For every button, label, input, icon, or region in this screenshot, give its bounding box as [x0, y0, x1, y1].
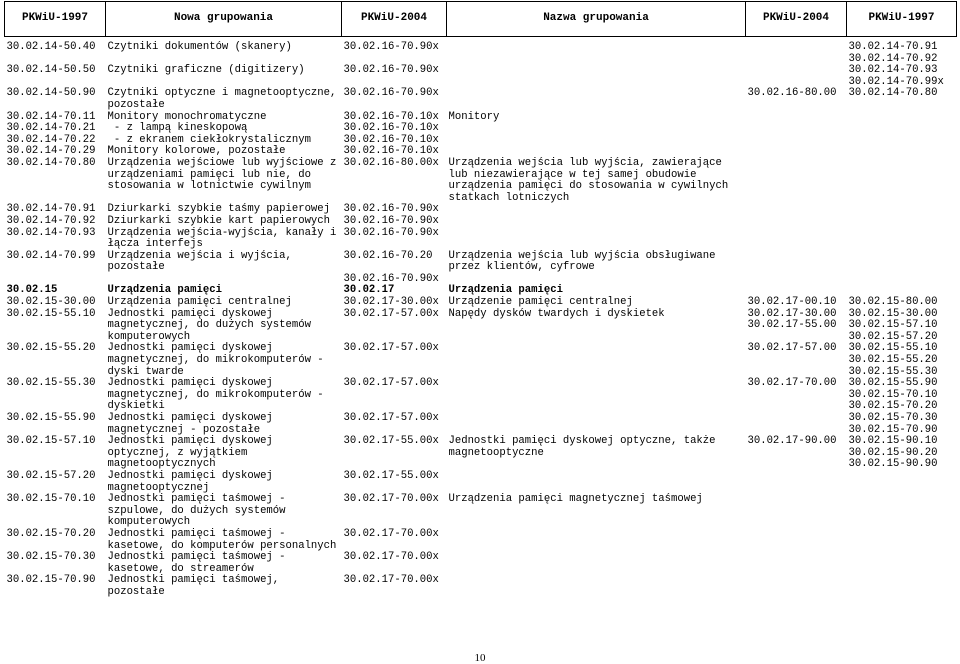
- table-row: [5, 378, 957, 413]
- pkwiu-2004-code-cell: 30.02.17-55.00x: [343, 469, 439, 482]
- pkwiu-1997-code-cell: 30.02.14-70.80: [6, 156, 96, 169]
- grouping-name-cell: [447, 88, 746, 111]
- page-number: 10: [474, 652, 486, 664]
- pkwiu-2004-ref-cell: 30.02.17-30.00 30.02.17-55.00: [747, 307, 837, 332]
- table-row: [5, 216, 957, 228]
- pkwiu-1997-code-cell: 30.02.14-50.40: [6, 41, 96, 53]
- table-row: [5, 123, 957, 135]
- grouping-name-cell: Monitory: [448, 110, 500, 123]
- pkwiu-1997-code-cell: 30.02.15-55.20: [6, 342, 96, 355]
- pkwiu-2004-code-cell: 30.02.16-70.90x: [343, 214, 439, 227]
- pkwiu-1997-code-cell: 30.02.14-70.92: [6, 214, 96, 227]
- pkwiu-2004-ref-cell: [746, 494, 847, 529]
- pkwiu-1997-code-cell: 30.02.14-50.50: [6, 64, 96, 77]
- pkwiu-1997-ref-cell: [847, 204, 957, 216]
- pkwiu-2004-code-cell: 30.02.17-57.00x: [343, 307, 439, 320]
- pkwiu-1997-ref-cell: [847, 123, 957, 135]
- pkwiu-2004-code-cell: 30.02.17-70.00x: [343, 493, 439, 506]
- pkwiu-2004-code-cell: 30.02.16-70.90x: [343, 87, 439, 100]
- pkwiu-1997-code-cell: 30.02.14-70.21: [6, 122, 96, 135]
- pkwiu-1997-ref-cell: [847, 575, 957, 598]
- table-row: [5, 552, 957, 575]
- pkwiu-1997-code-cell: 30.02.15-70.30: [6, 551, 96, 564]
- pkwiu-2004-ref-cell: [746, 216, 847, 228]
- pkwiu-1997-code-cell: 30.02.14-70.11: [6, 110, 96, 123]
- new-grouping-name-cell: Urządzenia wejścia-wyjścia, kanały i łącza interfejs: [107, 226, 343, 251]
- table-row: [5, 297, 957, 309]
- pkwiu-2004-ref-cell: [746, 42, 847, 65]
- classification-table: [4, 1, 957, 599]
- pkwiu-1997-code-cell: 30.02.15-70.10: [6, 493, 96, 506]
- document-page: [4, 1, 956, 599]
- grouping-name-cell: [447, 42, 746, 65]
- pkwiu-2004-code-cell: 30.02.16-70.90x: [343, 64, 439, 77]
- grouping-name-cell: [447, 378, 746, 413]
- table-row: [5, 413, 957, 436]
- pkwiu-2004-ref-cell: [746, 413, 847, 436]
- pkwiu-2004-code-cell: 30.02.16-70.10x: [343, 145, 439, 158]
- pkwiu-2004-ref-cell: 30.02.17-90.00: [747, 435, 837, 448]
- table-row: [5, 65, 957, 88]
- pkwiu-1997-code-cell: 30.02.15-55.10: [6, 307, 96, 320]
- new-grouping-name-cell: Dziurkarki szybkie kart papierowych: [107, 214, 331, 227]
- pkwiu-2004-code-cell: 30.02.17-57.00x: [343, 412, 439, 424]
- pkwiu-2004-code-cell: 30.02.16-70.20 30.02.16-70.90x: [343, 249, 439, 285]
- pkwiu-1997-code-cell: 30.02.15-30.00: [6, 296, 96, 309]
- header-pkwiu-1997-2: PKWiU-1997: [847, 2, 957, 37]
- table-row: [5, 309, 957, 344]
- pkwiu-2004-code-cell: 30.02.17-70.00x: [343, 574, 439, 587]
- pkwiu-2004-ref-cell: [746, 529, 847, 552]
- pkwiu-2004-ref-cell: [746, 158, 847, 204]
- grouping-name-cell: Urządzenia pamięci magnetycznej taśmowej: [448, 493, 703, 506]
- table-row: [5, 42, 957, 65]
- grouping-name-cell: [447, 529, 746, 552]
- pkwiu-1997-ref-cell: 30.02.15-55.10 30.02.15-55.20 30.02.15-55.30: [848, 342, 938, 378]
- pkwiu-1997-ref-cell: 30.02.15-30.00 30.02.15-57.10 30.02.15-57.20: [848, 307, 938, 343]
- pkwiu-2004-code-cell: 30.02.16-70.10x: [343, 122, 439, 135]
- pkwiu-1997-code-cell: 30.02.15-55.90: [6, 412, 96, 424]
- pkwiu-2004-ref-cell: [746, 552, 847, 575]
- pkwiu-2004-code-cell: 30.02.17-30.00x: [343, 296, 439, 309]
- grouping-name-cell: [447, 65, 746, 88]
- table-row: [5, 88, 957, 111]
- pkwiu-1997-ref-cell: 30.02.15-70.30 30.02.15-70.90: [848, 412, 938, 436]
- pkwiu-2004-code-cell: 30.02.16-70.90x: [343, 203, 439, 216]
- pkwiu-1997-code-cell: 30.02.15: [6, 284, 58, 297]
- grouping-name-cell: [447, 552, 746, 575]
- pkwiu-2004-code-cell: 30.02.17-70.00x: [343, 527, 439, 540]
- pkwiu-2004-code-cell: 30.02.17-57.00x: [343, 342, 439, 355]
- grouping-name-cell: [447, 413, 746, 436]
- pkwiu-2004-code-cell: 30.02.17: [343, 284, 395, 297]
- new-grouping-name-cell: Urządzenia wejścia i wyjścia, pozostałe: [107, 249, 299, 274]
- pkwiu-1997-code-cell: 30.02.14-70.91: [6, 203, 96, 216]
- pkwiu-1997-code-cell: 30.02.14-50.90: [6, 87, 96, 100]
- pkwiu-2004-ref-cell: [746, 65, 847, 88]
- grouping-name-cell: [447, 575, 746, 598]
- pkwiu-1997-ref-cell: [847, 471, 957, 494]
- pkwiu-1997-ref-cell: [847, 251, 957, 286]
- new-grouping-name-cell: Czytniki optyczne i magnetooptyczne, pozostałe: [107, 87, 343, 111]
- new-grouping-name-cell: Jednostki pamięci dyskowej magnetycznej, do mikrokomputerów - dyski twarde: [107, 342, 331, 378]
- grouping-name-cell: [447, 343, 746, 378]
- grouping-name-cell: Urządzenia pamięci: [448, 284, 563, 297]
- pkwiu-1997-ref-cell: 30.02.14-70.91 30.02.14-70.92: [848, 41, 938, 65]
- new-grouping-name-cell: Jednostki pamięci dyskowej optycznej, z wyjątkiem magnetooptycznych: [107, 435, 280, 471]
- new-grouping-name-cell: Monitory monochromatyczne: [107, 110, 267, 123]
- new-grouping-name-cell: Jednostki pamięci dyskowej magnetycznej, do dużych systemów komputerowych: [107, 307, 318, 343]
- pkwiu-1997-ref-cell: [847, 529, 957, 552]
- pkwiu-1997-code-cell: 30.02.15-57.20: [6, 469, 96, 482]
- pkwiu-1997-ref-cell: [847, 228, 957, 251]
- new-grouping-name-cell: Jednostki pamięci dyskowej magnetooptycznej: [107, 469, 280, 494]
- pkwiu-1997-code-cell: 30.02.15-70.20: [6, 527, 96, 540]
- new-grouping-name-cell: Urządzenia wejściowe lub wyjściowe z urządzeniami pamięci lub nie, do stosowania w lotnictwie cywilnym: [107, 156, 343, 193]
- table-row: [5, 251, 957, 286]
- pkwiu-2004-code-cell: 30.02.16-70.90x: [343, 41, 439, 53]
- pkwiu-1997-code-cell: 30.02.14-70.99: [6, 249, 96, 262]
- pkwiu-2004-ref-cell: [746, 204, 847, 216]
- new-grouping-name-cell: - z ekranem ciekłokrystalicznym: [107, 133, 311, 146]
- pkwiu-1997-ref-cell: [847, 494, 957, 529]
- new-grouping-name-cell: Czytniki graficzne (digitizery): [107, 64, 305, 77]
- header-new-grouping: Nowa grupowania: [106, 2, 342, 37]
- pkwiu-2004-ref-cell: 30.02.17-70.00: [747, 377, 837, 390]
- pkwiu-2004-code-cell: 30.02.16-70.10x: [343, 133, 439, 146]
- table-row: [5, 343, 957, 378]
- new-grouping-name-cell: Jednostki pamięci dyskowej magnetycznej, do mikrokomputerów - dyskietki: [107, 377, 331, 413]
- new-grouping-name-cell: Jednostki pamięci taśmowej - szpulowe, do dużych systemów komputerowych: [107, 493, 292, 529]
- header-row: [5, 2, 957, 37]
- pkwiu-1997-ref-cell: 30.02.15-55.90 30.02.15-70.10 30.02.15-70.20: [848, 377, 938, 413]
- table-row: [5, 228, 957, 251]
- pkwiu-1997-ref-cell: 30.02.15-90.10 30.02.15-90.20 30.02.15-90.90: [848, 435, 938, 471]
- pkwiu-1997-ref-cell: [847, 135, 957, 147]
- grouping-name-cell: [447, 123, 746, 135]
- new-grouping-name-cell: Dziurkarki szybkie taśmy papierowej: [107, 203, 331, 216]
- header-pkwiu-2004-2: PKWiU-2004: [746, 2, 847, 37]
- grouping-name-cell: [447, 135, 746, 147]
- pkwiu-2004-ref-cell: 30.02.16-80.00: [747, 87, 837, 100]
- table-row: [5, 494, 957, 529]
- pkwiu-1997-code-cell: 30.02.15-57.10: [6, 435, 96, 448]
- table-row: [5, 529, 957, 552]
- pkwiu-1997-code-cell: 30.02.15-55.30: [6, 377, 96, 390]
- grouping-name-cell: [447, 204, 746, 216]
- pkwiu-2004-code-cell: 30.02.17-55.00x: [343, 435, 439, 448]
- new-grouping-name-cell: Jednostki pamięci taśmowej - kasetowe, do streamerów: [107, 551, 292, 575]
- grouping-name-cell: Urządzenia wejścia lub wyjścia obsługiwane przez klientów, cyfrowe: [448, 249, 722, 274]
- table-body: [5, 37, 957, 599]
- grouping-name-cell: [447, 216, 746, 228]
- pkwiu-1997-ref-cell: [847, 146, 957, 158]
- new-grouping-name-cell: Jednostki pamięci dyskowej magnetycznej - pozostałe: [107, 412, 280, 436]
- pkwiu-1997-ref-cell: [847, 112, 957, 124]
- pkwiu-2004-ref-cell: [746, 112, 847, 124]
- header-grouping-name: Nazwa grupowania: [447, 2, 746, 37]
- pkwiu-2004-code-cell: 30.02.16-70.10x: [343, 110, 439, 123]
- grouping-name-cell: Urządzenie pamięci centralnej: [448, 296, 633, 309]
- table-row: [5, 436, 957, 471]
- pkwiu-1997-ref-cell: [847, 158, 957, 204]
- pkwiu-2004-ref-cell: [746, 251, 847, 286]
- pkwiu-2004-ref-cell: [746, 575, 847, 598]
- new-grouping-name-cell: - z lampą kineskopową: [107, 122, 248, 135]
- pkwiu-2004-ref-cell: [746, 471, 847, 494]
- pkwiu-1997-ref-cell: 30.02.15-80.00: [848, 296, 938, 309]
- table-row: [5, 471, 957, 494]
- grouping-name-cell: Napędy dysków twardych i dyskietek: [448, 307, 665, 320]
- pkwiu-2004-ref-cell: [746, 228, 847, 251]
- pkwiu-1997-code-cell: 30.02.15-70.90: [6, 574, 96, 587]
- pkwiu-2004-ref-cell: [746, 146, 847, 158]
- pkwiu-1997-code-cell: 30.02.14-70.29: [6, 145, 96, 158]
- pkwiu-2004-ref-cell: 30.02.17-57.00: [747, 342, 837, 355]
- pkwiu-2004-ref-cell: [746, 135, 847, 147]
- header-pkwiu-2004: PKWiU-2004: [342, 2, 447, 37]
- pkwiu-1997-ref-cell: [847, 216, 957, 228]
- pkwiu-1997-ref-cell: 30.02.14-70.93 30.02.14-70.99x: [848, 64, 944, 88]
- grouping-name-cell: Jednostki pamięci dyskowej optyczne, także magnetooptyczne: [448, 435, 722, 459]
- pkwiu-2004-code-cell: 30.02.17-70.00x: [343, 551, 439, 564]
- pkwiu-1997-code-cell: 30.02.14-70.22: [6, 133, 96, 146]
- grouping-name-cell: [447, 228, 746, 251]
- pkwiu-1997-ref-cell: [847, 552, 957, 575]
- pkwiu-1997-code-cell: 30.02.14-70.93: [6, 226, 96, 239]
- grouping-name-cell: [447, 471, 746, 494]
- table-row: [5, 158, 957, 204]
- pkwiu-2004-code-cell: 30.02.17-57.00x: [343, 377, 439, 390]
- pkwiu-2004-ref-cell: 30.02.17-00.10: [747, 296, 837, 309]
- new-grouping-name-cell: Czytniki dokumentów (skanery): [107, 41, 292, 53]
- new-grouping-name-cell: Urządzenia pamięci centralnej: [107, 296, 292, 309]
- new-grouping-name-cell: Urządzenia pamięci: [107, 284, 222, 297]
- header-pkwiu-1997: PKWiU-1997: [5, 2, 106, 37]
- pkwiu-2004-code-cell: 30.02.16-70.90x: [343, 226, 439, 239]
- pkwiu-2004-ref-cell: [746, 123, 847, 135]
- grouping-name-cell: Urządzenia wejścia lub wyjścia, zawierające lub niezawierające w tej samej obudowie urządzenia pamięci do stosowania w cywilnych statkach lotniczych: [448, 156, 735, 204]
- new-grouping-name-cell: Monitory kolorowe, pozostałe: [107, 145, 286, 158]
- new-grouping-name-cell: Jednostki pamięci taśmowej - kasetowe, do komputerów personalnych: [107, 527, 337, 552]
- pkwiu-2004-code-cell: 30.02.16-80.00x: [343, 156, 439, 169]
- pkwiu-1997-ref-cell: 30.02.14-70.80: [848, 87, 938, 100]
- new-grouping-name-cell: Jednostki pamięci taśmowej, pozostałe: [107, 574, 286, 598]
- table-row: [5, 575, 957, 598]
